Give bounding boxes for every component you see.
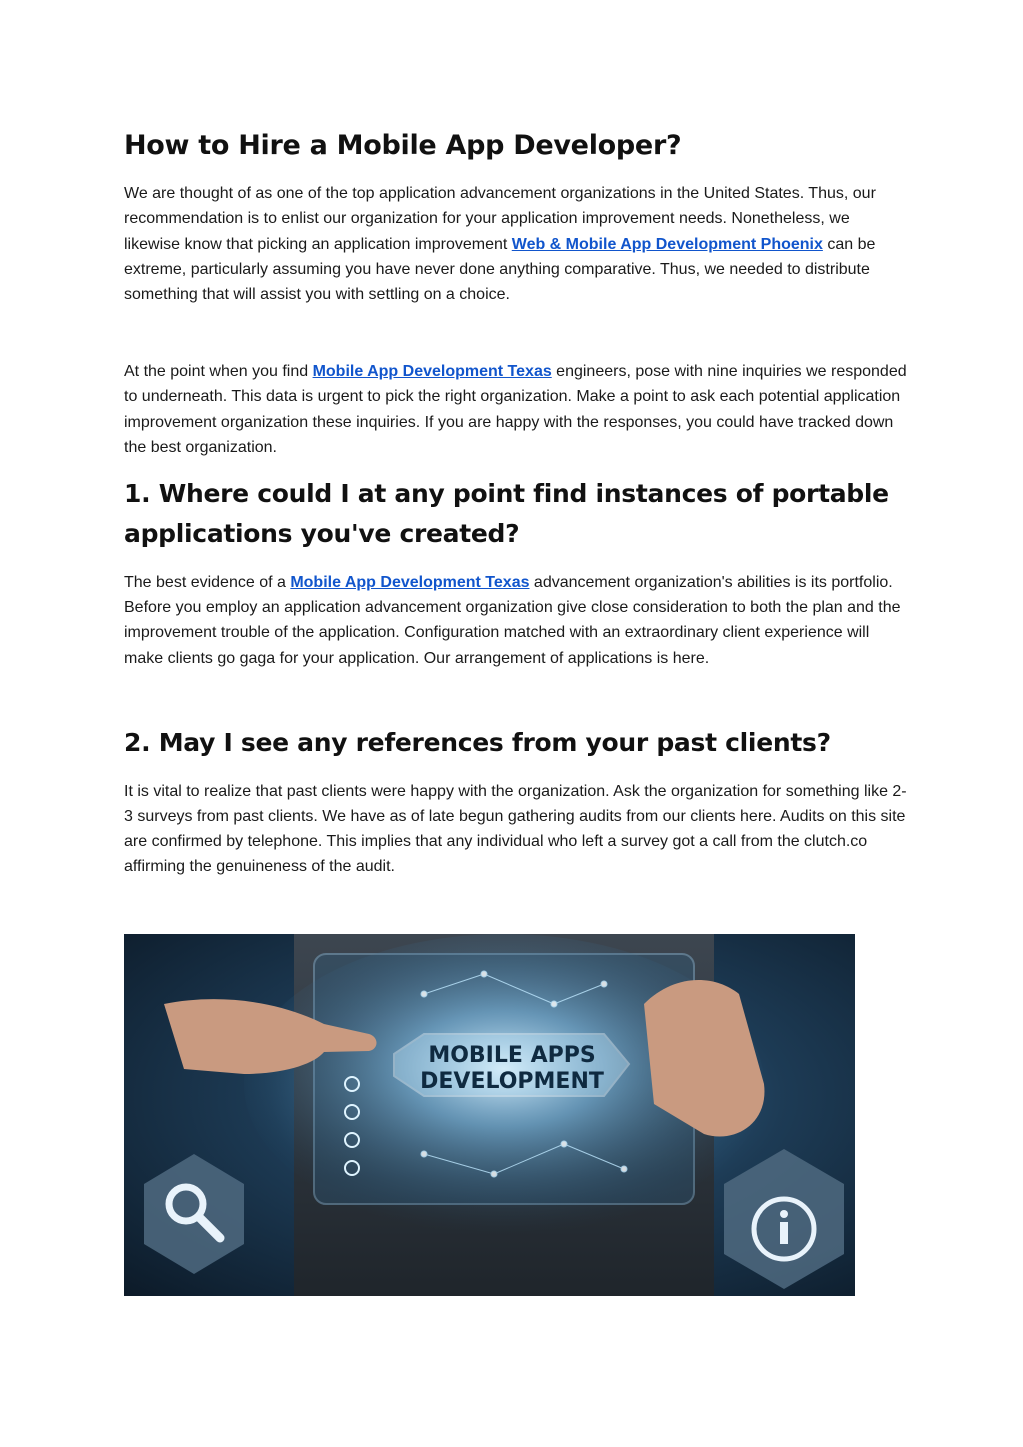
- page-title: How to Hire a Mobile App Developer?: [124, 130, 682, 161]
- intro-text-end: can be extreme, particularly assuming you have never done anything comparative. Thus, we needed to distribute something that will assist you with settling on a choice.: [124, 235, 876, 303]
- link-texas-2[interactable]: Mobile App Development Texas: [290, 573, 530, 591]
- section2-paragraph: It is vital to realize that past clients were happy with the organization. Ask the organization for something like 2-3 surveys from past clients. We have as of late begun gathering audits from our clients here. Audits on this site are confirmed by telephone. This implies that any individual who left a survey got a call from the clutch.co affirming the genuineness of the audit.: [124, 782, 907, 876]
- section1-heading: 1. Where could I at any point find instances of portable applications you've created?: [124, 478, 889, 548]
- second-text-end: engineers, pose with nine inquiries we responded to underneath. This data is urgent to pick the right organization. Make a point to ask each potential application improvement organization these inquiries. If you are happy with the responses, you could have tracked down the best organization.: [124, 363, 907, 456]
- image-text-line1: MOBILE APPS: [428, 1042, 596, 1068]
- hexagon-left: [144, 1154, 244, 1274]
- section1-text-start: The best evidence of a: [124, 573, 291, 591]
- second-text-start: At the point when you find: [124, 363, 313, 381]
- hero-illustration: [124, 934, 855, 1296]
- section2-heading: 2. May I see any references from your past clients?: [124, 727, 831, 757]
- link-texas-1[interactable]: Mobile App Development Texas: [312, 363, 552, 381]
- mobile-apps-development-image: [124, 934, 855, 1296]
- image-text-line2: DEVELOPMENT: [420, 1068, 604, 1094]
- link-phoenix[interactable]: Web & Mobile App Development Phoenix: [511, 235, 823, 253]
- second-paragraph: [124, 359, 909, 460]
- hexagon-right: [724, 1149, 844, 1289]
- intro-text-start: We are thought of as one of the top application advancement organizations in the United States. Thus, our recommendation is to enlist our organization for your application improvement needs. Nonetheless, we likewise know that picking an application improvement: [124, 185, 876, 253]
- intro-paragraph: [124, 181, 909, 307]
- document-page: [124, 118, 909, 1296]
- section1-paragraph: [124, 570, 909, 671]
- section1-text-end: advancement organization's abilities is its portfolio. Before you employ an application advancement organization give close consideration to both the plan and the improvement trouble of the application. Configuration matched with an extraordinary client experience will make clients go gaga for your application. Our arrangement of applications is here.: [124, 573, 901, 667]
